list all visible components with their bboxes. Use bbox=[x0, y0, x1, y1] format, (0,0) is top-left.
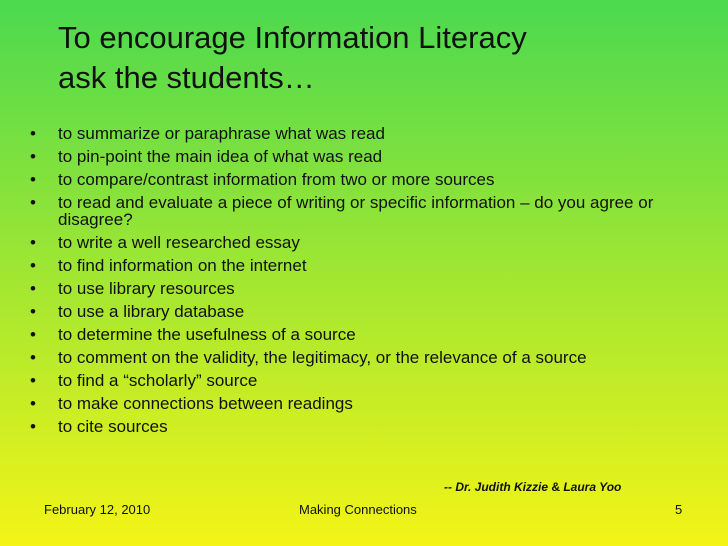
attribution-ampersand: & bbox=[551, 480, 561, 494]
bullet-text: to use library resources bbox=[58, 279, 235, 298]
bullet-item bbox=[30, 326, 700, 343]
bullet-dot-icon: • bbox=[30, 147, 36, 166]
bullet-item bbox=[30, 194, 700, 228]
bullet-dot-icon: • bbox=[30, 124, 36, 143]
bullet-text: to pin-point the main idea of what was read bbox=[58, 147, 383, 166]
bullet-text: to read and evaluate a piece of writing or specific information – do you agree or disagree? bbox=[58, 193, 654, 229]
attribution-prefix: -- Dr. Judith Kizzie bbox=[444, 480, 552, 494]
bullet-dot-icon: • bbox=[30, 325, 36, 344]
bullet-item bbox=[30, 171, 700, 188]
bullet-item bbox=[30, 280, 700, 297]
bullet-dot-icon: • bbox=[30, 279, 36, 298]
bullet-list bbox=[30, 125, 700, 441]
bullet-item bbox=[30, 257, 700, 274]
bullet-item bbox=[30, 125, 700, 142]
bullet-item bbox=[30, 303, 700, 320]
bullet-item bbox=[30, 349, 700, 366]
footer-date: February 12, 2010 bbox=[44, 502, 151, 517]
page-number: 5 bbox=[675, 502, 683, 517]
bullet-item bbox=[30, 418, 700, 435]
bullet-dot-icon: • bbox=[30, 170, 36, 189]
bullet-item bbox=[30, 372, 700, 389]
bullet-text: to determine the usefulness of a source bbox=[58, 325, 356, 344]
bullet-dot-icon: • bbox=[30, 193, 36, 212]
bullet-text: to write a well researched essay bbox=[58, 233, 300, 252]
slide-title bbox=[58, 18, 698, 98]
bullet-text: to compare/contrast information from two or more sources bbox=[58, 170, 495, 189]
bullet-text: to find information on the internet bbox=[58, 256, 307, 275]
title-line-2: ask the students… bbox=[58, 60, 315, 95]
bullet-item bbox=[30, 148, 700, 165]
bullet-dot-icon: • bbox=[30, 348, 36, 367]
footer-title: Making Connections bbox=[299, 502, 417, 517]
bullet-text: to find a “scholarly” source bbox=[58, 371, 258, 390]
bullet-text: to cite sources bbox=[58, 417, 168, 436]
bullet-dot-icon: • bbox=[30, 371, 36, 390]
bullet-item bbox=[30, 234, 700, 251]
attribution-suffix: Laura Yoo bbox=[560, 480, 622, 494]
bullet-dot-icon: • bbox=[30, 417, 36, 436]
bullet-dot-icon: • bbox=[30, 233, 36, 252]
bullet-text: to make connections between readings bbox=[58, 394, 353, 413]
bullet-item bbox=[30, 395, 700, 412]
bullet-text: to summarize or paraphrase what was read bbox=[58, 124, 385, 143]
bullet-dot-icon: • bbox=[30, 302, 36, 321]
title-line-1: To encourage Information Literacy bbox=[58, 20, 527, 55]
bullet-text: to comment on the validity, the legitimacy, or the relevance of a source bbox=[58, 348, 587, 367]
bullet-dot-icon: • bbox=[30, 394, 36, 413]
attribution bbox=[444, 480, 621, 494]
bullet-dot-icon: • bbox=[30, 256, 36, 275]
bullet-text: to use a library database bbox=[58, 302, 245, 321]
